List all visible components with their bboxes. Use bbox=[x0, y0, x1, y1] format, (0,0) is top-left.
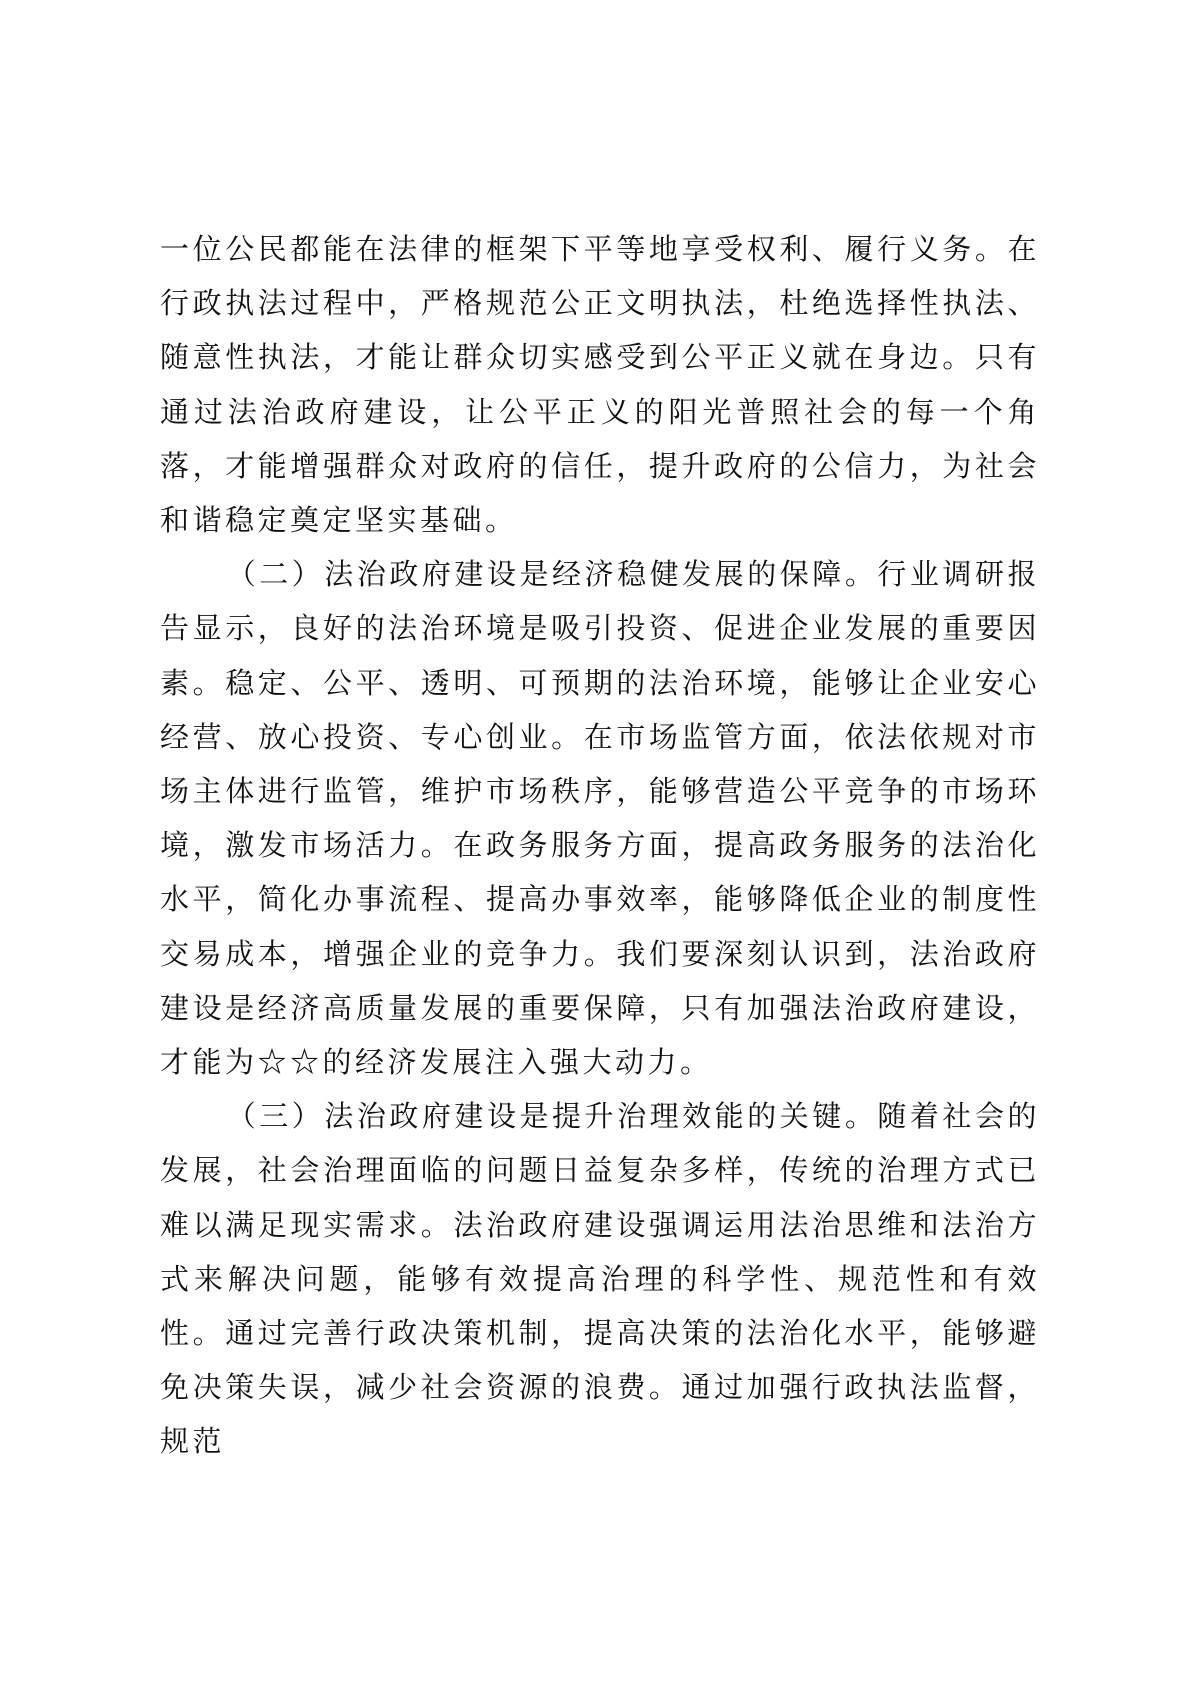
paragraph-section-3: （三）法治政府建设是提升治理效能的关键。随着社会的发展，社会治理面临的问题日益复杂多样，传统的治理方式已难以满足现实需求。法治政府建设强调运用法治思维和法治方式来解决问题，能够有效提高治理的科学性、规范性和有效性。通过完善行政决策机制，提高决策的法治化水平，能够避免决策失误，减少社会资源的浪费。通过加强行政执法监督，规范 bbox=[160, 1099, 1040, 1459]
paragraph-continuation: 一位公民都能在法律的框架下平等地享受权利、履行义务。在行政执法过程中，严格规范公正文明执法，杜绝选择性执法、随意性执法，才能让群众切实感受到公平正义就在身边。只有通过法治政府建设，让公平正义的阳光普照社会的每一个角落，才能增强群众对政府的信任，提升政府的公信力，为社会和谐稳定奠定坚实基础。 bbox=[160, 232, 1040, 538]
paragraph-section-2: （二）法治政府建设是经济稳健发展的保障。行业调研报告显示，良好的法治环境是吸引投资、促进企业发展的重要因素。稳定、公平、透明、可预期的法治环境，能够让企业安心经营、放心投资、专心创业。在市场监管方面，依法依规对市场主体进行监管，维护市场秩序，能够营造公平竞争的市场环境，激发市场活力。在政务服务方面，提高政务服务的法治化水平，简化办事流程、提高办事效率，能够降低企业的制度性交易成本，增强企业的竞争力。我们要深刻认识到，法治政府建设是经济高质量发展的重要保障，只有加强法治政府建设，才能为☆☆的经济发展注入强大动力。 bbox=[160, 557, 1040, 1080]
document-body bbox=[160, 222, 1040, 1469]
